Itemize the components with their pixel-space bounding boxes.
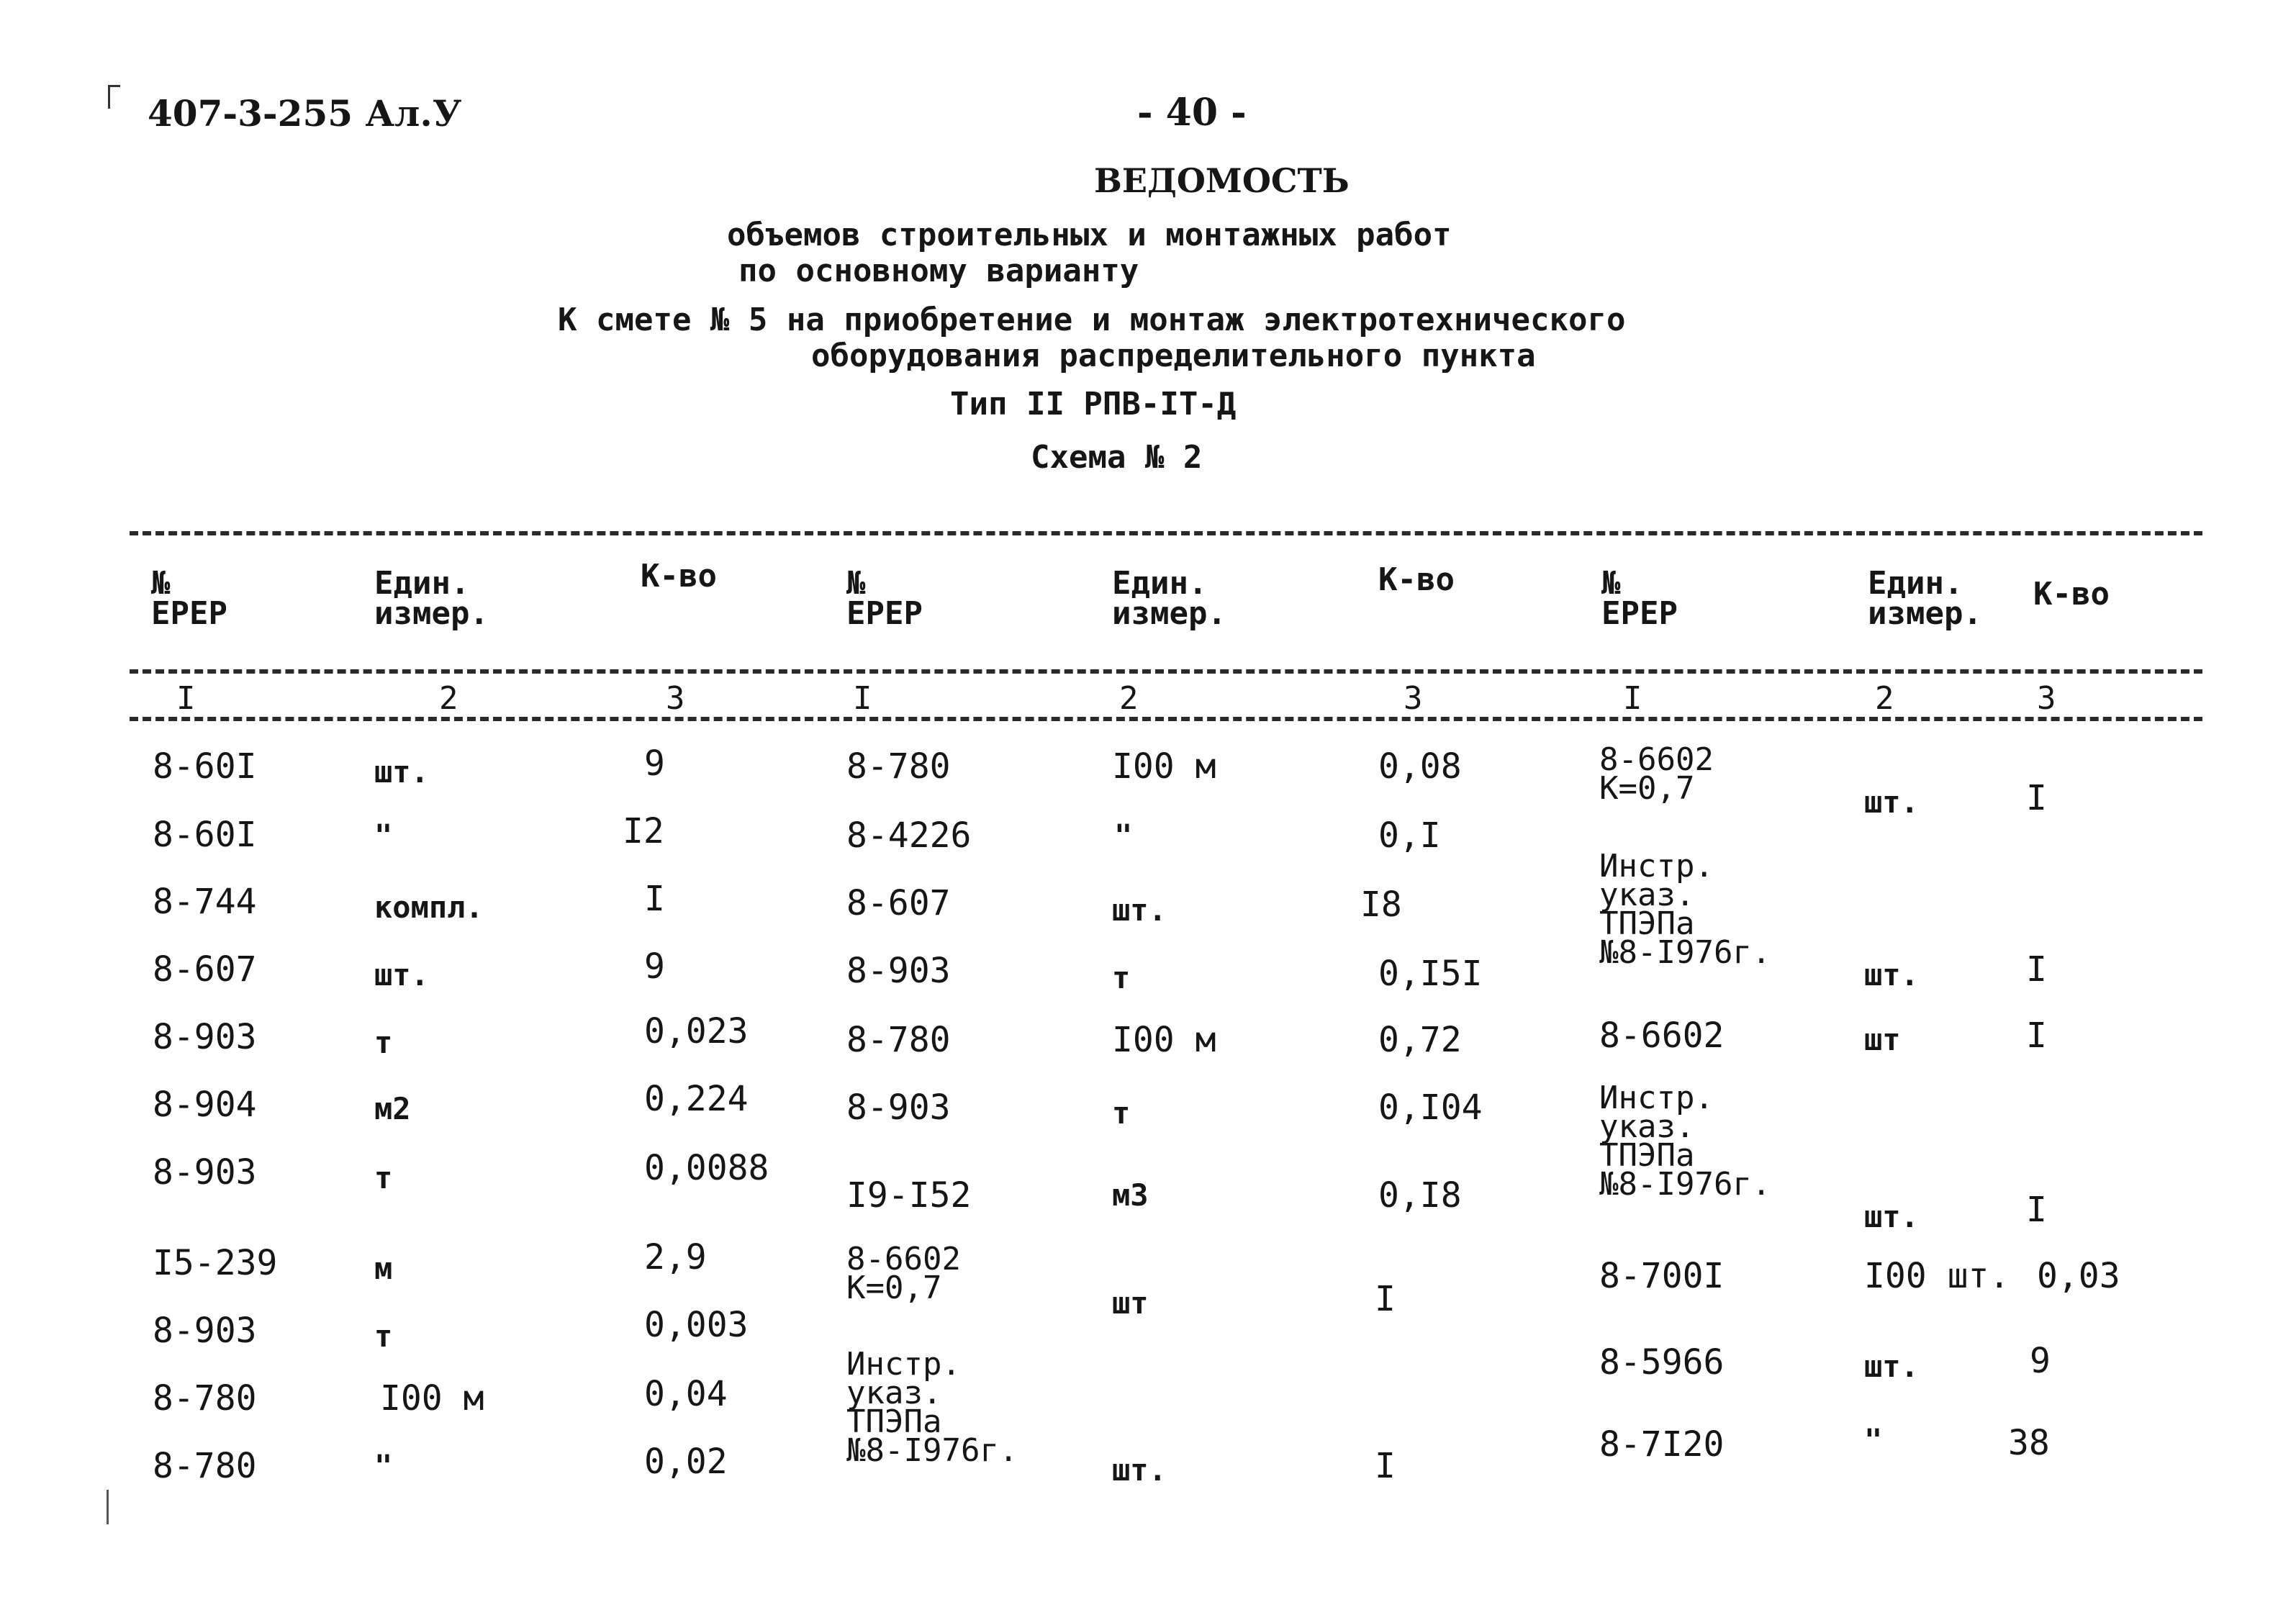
column-number: 3	[666, 680, 685, 717]
cell-qty: 38	[2008, 1423, 2050, 1463]
cell-unit: компл.	[374, 890, 484, 925]
cell-unit: м	[374, 1251, 393, 1286]
header-unit	[374, 565, 489, 632]
cell-unit: I00 шт.	[1864, 1256, 2010, 1296]
cell-code	[846, 1346, 1018, 1469]
column-number: I	[176, 680, 196, 717]
cell-unit: шт	[1864, 1022, 1901, 1057]
cell-code-line: ТПЭПа	[1599, 905, 1695, 942]
cell-qty: 0,I04	[1378, 1087, 1483, 1128]
cell-unit: шт.	[374, 754, 429, 790]
cell-code: 8-744	[153, 882, 257, 922]
cell-code-line: ТПЭПа	[1599, 1137, 1695, 1174]
cell-qty: I	[2026, 949, 2047, 990]
subtitle-line-1: объемов строительных и монтажных работ	[727, 217, 1452, 253]
header-code	[1601, 565, 1678, 632]
corner-mark	[108, 85, 120, 109]
cell-qty: 0,03	[2037, 1256, 2120, 1296]
cell-code	[1599, 1080, 1771, 1203]
cell-code-line: К=0,7	[846, 1270, 942, 1306]
cell-unit: шт.	[374, 957, 429, 992]
cell-code: 8-7I20	[1599, 1424, 1725, 1465]
cell-code: 8-903	[846, 1087, 951, 1128]
column-number: 3	[1404, 680, 1423, 717]
cell-code: 8-780	[153, 1378, 257, 1419]
margin-mark	[107, 1490, 109, 1524]
cell-qty: 0,023	[644, 1011, 749, 1051]
cell-qty: 0,224	[644, 1079, 749, 1119]
header-unit-line-2: измер.	[1112, 595, 1226, 632]
cell-code: 8-607	[153, 949, 257, 990]
page-number: - 40 -	[1137, 91, 1247, 135]
table-top-rule	[130, 531, 2202, 535]
header-unit-line-1: Един.	[374, 565, 470, 602]
cell-unit: I00 м	[380, 1378, 484, 1419]
estimate-heading	[558, 302, 1625, 374]
cell-unit: "	[1114, 818, 1133, 853]
header-code	[151, 565, 227, 632]
cell-unit: "	[374, 818, 393, 853]
cell-unit: м2	[374, 1091, 411, 1126]
cell-code-line: указ.	[846, 1375, 942, 1411]
header-qty: К-во	[1378, 561, 1455, 598]
cell-unit: "	[374, 1448, 393, 1483]
cell-unit: шт.	[1112, 892, 1167, 928]
cell-qty: I	[644, 879, 665, 919]
header-code-line-1: №	[151, 565, 171, 602]
cell-unit: шт.	[1864, 1199, 1919, 1234]
cell-code: 8-60I	[153, 746, 257, 787]
cell-code-line: указ.	[1599, 1108, 1695, 1145]
document-subtitle	[727, 217, 1452, 289]
cell-unit: шт.	[1864, 784, 1919, 820]
cell-qty: I	[2026, 1015, 2047, 1056]
cell-code-line: Инстр.	[1599, 848, 1714, 885]
cell-code: 8-780	[153, 1446, 257, 1486]
column-number: 2	[1875, 680, 1894, 717]
header-unit	[1112, 565, 1226, 632]
column-number: 2	[439, 680, 458, 717]
cell-qty: I	[1375, 1279, 1396, 1319]
cell-qty: 0,003	[644, 1305, 749, 1345]
cell-code: 8-903	[153, 1311, 257, 1351]
cell-qty: 0,I8	[1378, 1175, 1462, 1216]
cell-unit: т	[1112, 1095, 1131, 1131]
cell-code: 8-700I	[1599, 1256, 1725, 1296]
header-qty: К-во	[641, 558, 717, 594]
cell-code	[1599, 848, 1771, 971]
estimate-line-2: оборудования распределительного пункта	[811, 338, 1536, 374]
cell-code: 8-903	[153, 1152, 257, 1193]
header-qty: К-во	[2033, 576, 2110, 612]
cell-code: 8-780	[846, 746, 951, 787]
header-code-line-2: ЕРЕР	[151, 595, 227, 632]
cell-code: 8-903	[153, 1017, 257, 1057]
cell-unit: шт.	[1864, 957, 1919, 992]
cell-qty: I2	[623, 811, 664, 851]
header-code-line-2: ЕРЕР	[846, 595, 923, 632]
header-unit-line-2: измер.	[1868, 595, 1982, 632]
schema-number: Схема № 2	[1031, 439, 1203, 476]
cell-unit: м3	[1112, 1177, 1149, 1213]
header-unit-line-2: измер.	[374, 595, 489, 632]
cell-qty: I8	[1360, 885, 1402, 925]
cell-qty: 0,0088	[644, 1148, 769, 1188]
cell-code: 8-5966	[1599, 1342, 1725, 1383]
cell-qty: 0,08	[1378, 746, 1462, 787]
cell-unit: I00 м	[1112, 746, 1216, 787]
cell-code-line: ТПЭПа	[846, 1403, 942, 1440]
cell-code-line: Инстр.	[846, 1346, 961, 1383]
cell-code: I9-I52	[846, 1175, 972, 1216]
cell-qty: 2,9	[644, 1237, 707, 1277]
cell-unit: шт	[1112, 1285, 1149, 1321]
header-code-line-1: №	[846, 565, 866, 602]
cell-qty: 0,04	[644, 1374, 728, 1414]
table-colnum-rule	[130, 717, 2202, 721]
cell-code-line: 8-6602	[846, 1241, 961, 1277]
cell-code: 8-607	[846, 883, 951, 923]
cell-code-line: №8-I976г.	[846, 1432, 1018, 1469]
cell-code: 8-903	[846, 951, 951, 991]
table-header-rule	[130, 669, 2202, 674]
cell-qty: 9	[644, 743, 665, 784]
column-number: 3	[2037, 680, 2056, 717]
column-number: I	[1623, 680, 1642, 717]
cell-unit: "	[1864, 1422, 1883, 1457]
cell-qty: 0,72	[1378, 1020, 1462, 1060]
cell-code-line: №8-I976г.	[1599, 934, 1771, 971]
cell-unit: I00 м	[1112, 1020, 1216, 1060]
cell-qty: I	[2026, 778, 2047, 818]
header-unit-line-1: Един.	[1868, 565, 1963, 602]
cell-code-line: указ.	[1599, 877, 1695, 913]
cell-unit: шт.	[1112, 1452, 1167, 1488]
cell-code-line: К=0,7	[1599, 770, 1695, 807]
cell-code: 8-4226	[846, 815, 972, 856]
cell-qty: I	[2026, 1190, 2047, 1230]
equipment-type: Тип II РПВ-IТ-Д	[950, 386, 1237, 422]
cell-qty: 0,I	[1378, 815, 1441, 856]
cell-code: I5-239	[153, 1243, 278, 1283]
estimate-line-1: К смете № 5 на приобретение и монтаж электротехнического	[558, 302, 1626, 338]
cell-unit: т	[374, 1318, 393, 1354]
cell-code-line: Инстр.	[1599, 1080, 1714, 1116]
cell-code	[1599, 741, 1714, 807]
header-code-line-2: ЕРЕР	[1601, 595, 1678, 632]
cell-qty: 0,02	[644, 1442, 728, 1482]
cell-unit: шт.	[1864, 1349, 1919, 1384]
cell-code: 8-6602	[1599, 1015, 1725, 1056]
cell-code: 8-60I	[153, 815, 257, 855]
cell-code-line: №8-I976г.	[1599, 1166, 1771, 1203]
cell-unit: т	[1112, 960, 1131, 995]
header-unit	[1868, 565, 1982, 632]
cell-code: 8-780	[846, 1020, 951, 1060]
document-title: ВЕДОМОСТЬ	[1094, 161, 1350, 200]
header-unit-line-1: Един.	[1112, 565, 1208, 602]
cell-qty: 9	[644, 946, 665, 987]
header-code	[846, 565, 923, 632]
header-code-line-1: №	[1601, 565, 1621, 602]
column-number: I	[853, 680, 872, 717]
subtitle-line-2: по основному варианту	[738, 253, 1139, 289]
cell-qty: 9	[2030, 1341, 2051, 1381]
cell-qty: I	[1375, 1446, 1396, 1486]
cell-unit: т	[374, 1160, 393, 1195]
cell-code: 8-904	[153, 1085, 257, 1125]
cell-qty: 0,I5I	[1378, 954, 1483, 994]
cell-code	[846, 1241, 961, 1306]
document-code: 407-3-255 Ал.У	[148, 92, 462, 135]
cell-code-line: 8-6602	[1599, 741, 1714, 778]
column-number: 2	[1119, 680, 1139, 717]
cell-unit: т	[374, 1025, 393, 1060]
